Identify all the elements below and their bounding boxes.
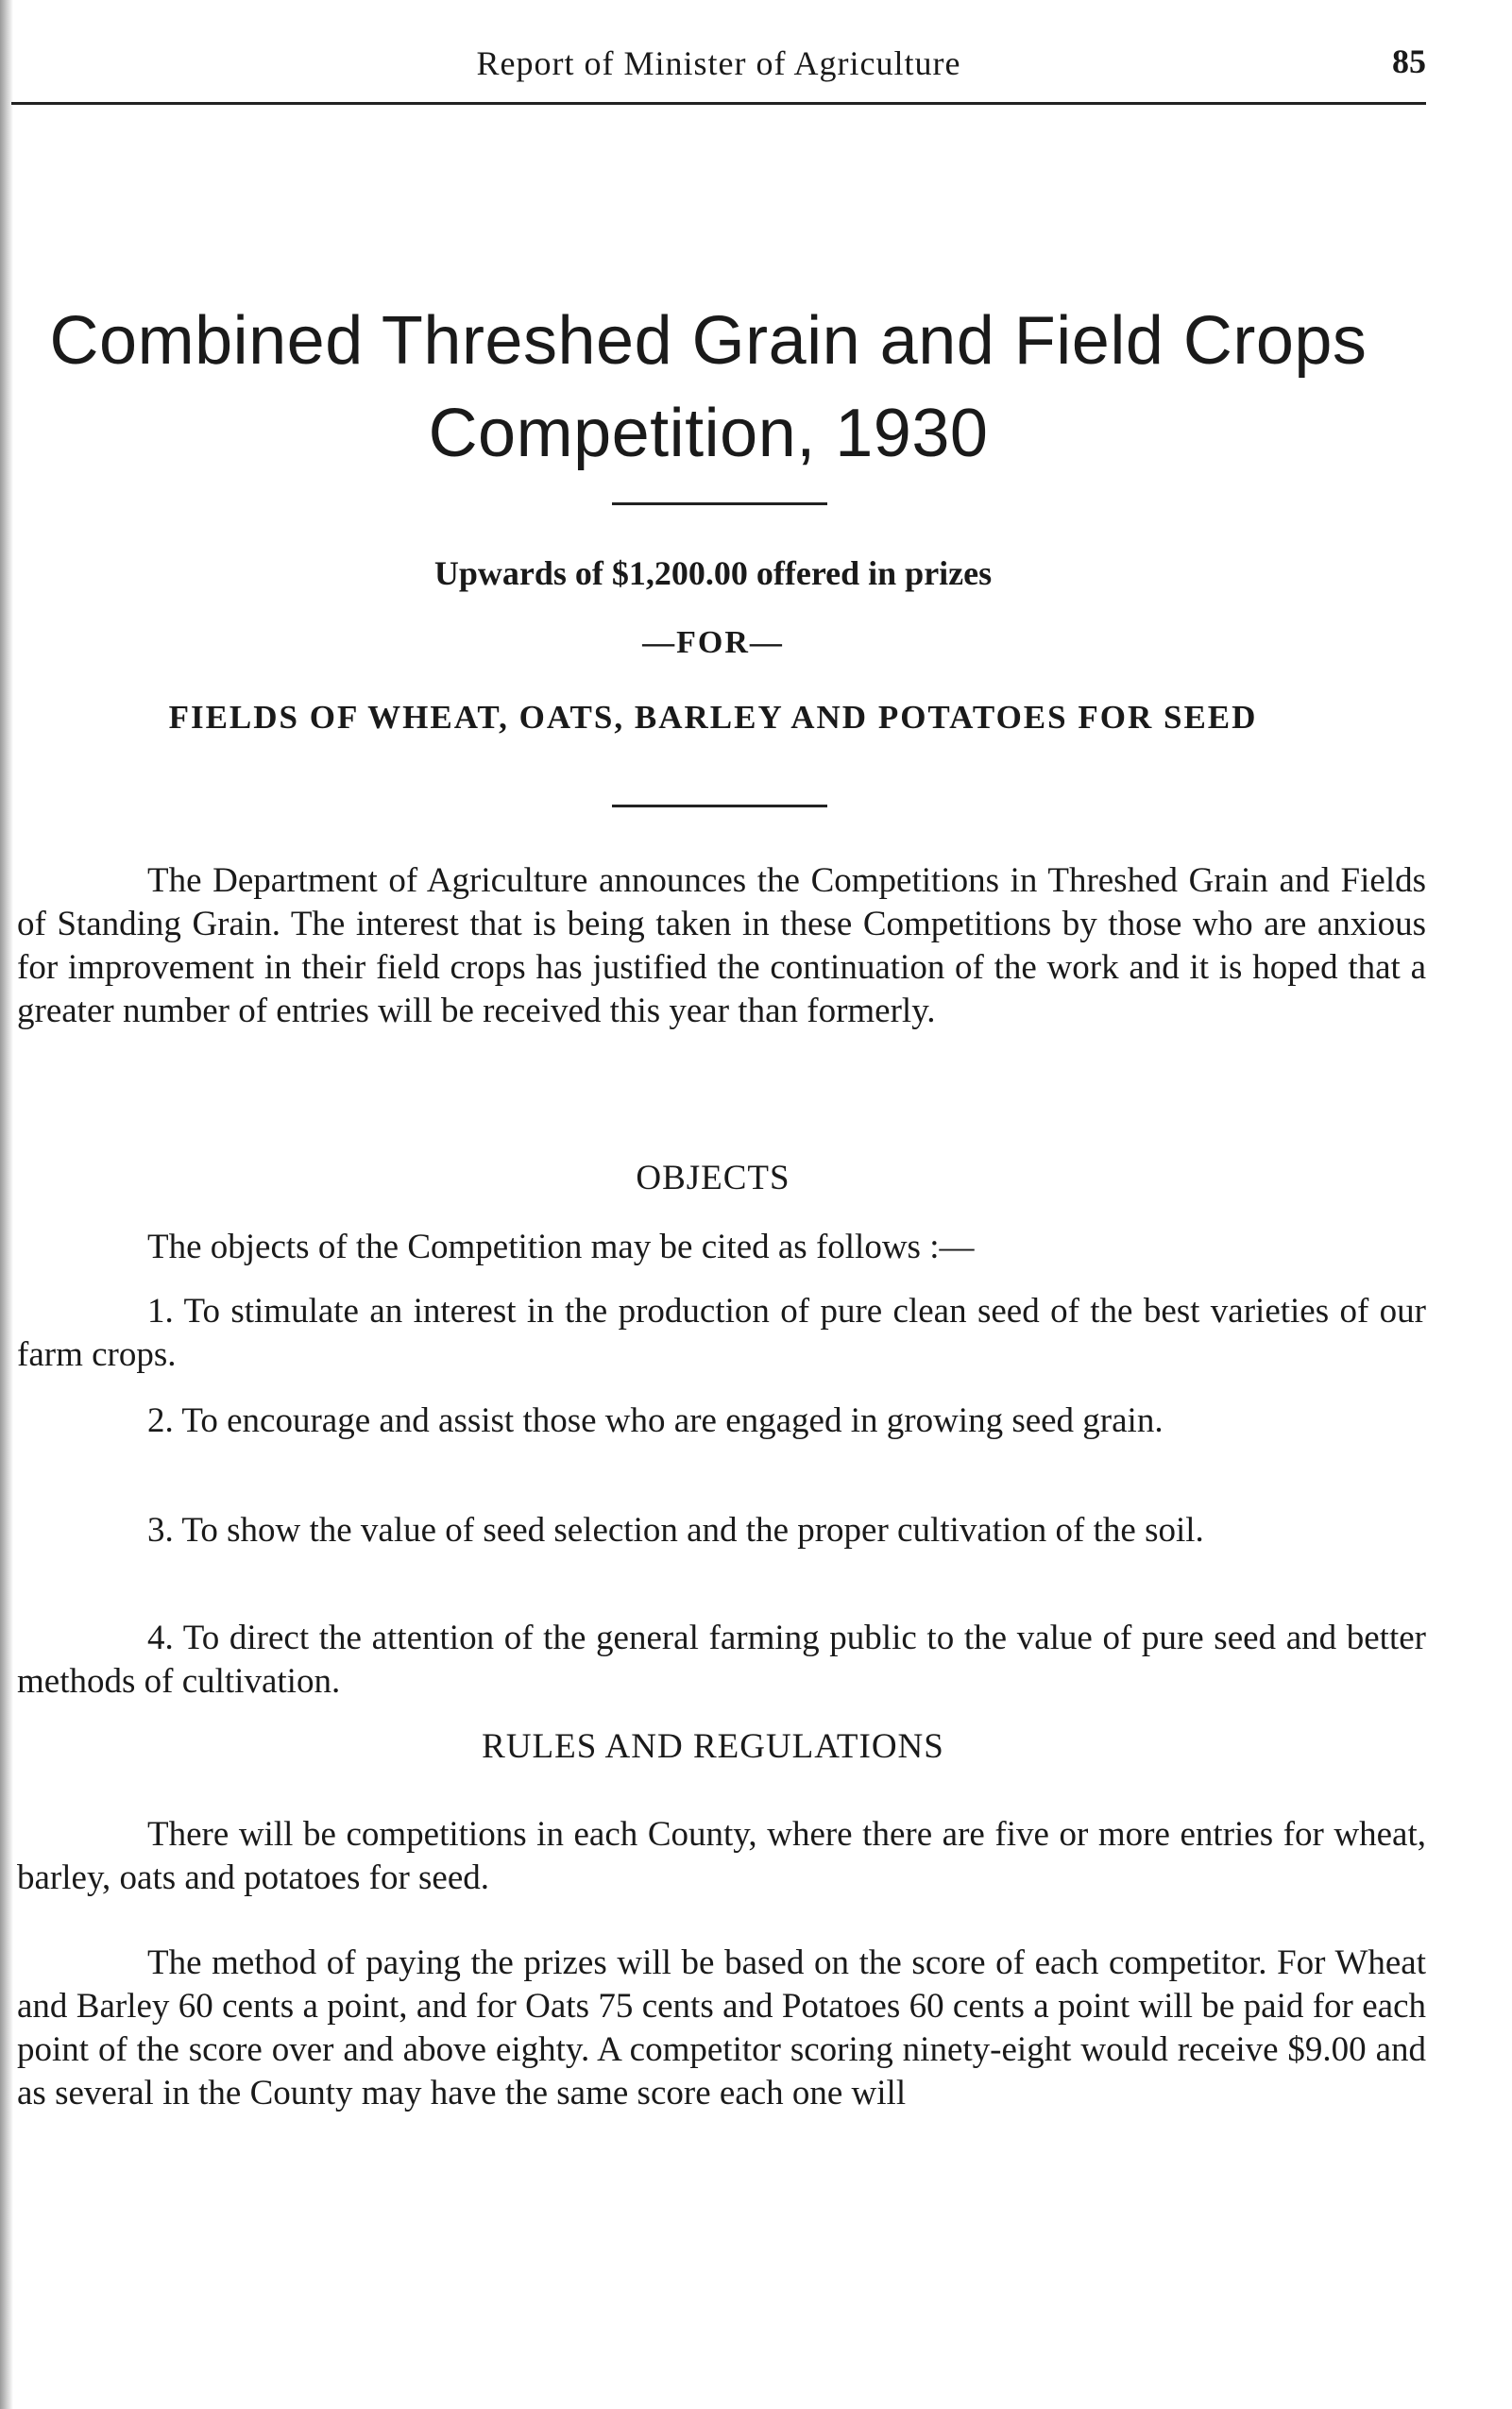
for-subtitle: —FOR— [642,625,784,660]
rules-heading: RULES AND REGULATIONS [482,1727,944,1766]
intro-paragraph: The Department of Agriculture announces the Competitions in Threshed Grain and Fields of Standing Grain. The interest that is being taken in these Competitions by those who are anxious for improvement in their field crops has justified the continuation of the work and it is hoped that a greater number of entries will be received this year than formerly. [17,861,1426,1030]
prizes-subtitle: Upwards of $1,200.00 offered in prizes [433,554,993,592]
objects-item-4: 4. To direct the attention of the general farming public to the value of pure seed and better methods of cultivation. [17,1619,1426,1701]
objects-item-3: 3. To show the value of seed selection and the proper cultivation of the soil. [147,1511,1204,1550]
running-header [11,38,1426,105]
title-line-2: Competition, 1930 [428,396,989,471]
running-title: Report of Minister of Agriculture [476,44,961,82]
divider-rule-top [612,502,827,505]
page-binding-edge [0,0,13,2409]
divider-rule-bottom [612,805,827,807]
fields-subtitle: FIELDS OF WHEAT, OATS, BARLEY AND POTATOES FOR SEED [168,699,1258,736]
objects-heading: OBJECTS [636,1159,790,1197]
objects-item-1: 1. To stimulate an interest in the production of pure clean seed of the best varieties of our farm crops. [17,1292,1426,1374]
objects-lead: The objects of the Competition may be cited as follows :— [147,1228,975,1266]
page-title [19,295,1398,480]
page-number: 85 [1392,42,1426,80]
rules-paragraph-2: The method of paying the prizes will be based on the score of each competitor. For Wheat and Barley 60 cents a point, and for Oats 75 cents and Potatoes 60 cents a point will be paid for each point of the score over and above eighty. A competitor scoring ninety-eight would receive $9.00 and as several in the County may have the same score each one will [17,1943,1426,2112]
rules-paragraph-1: There will be competitions in each County, where there are five or more entries for wheat, barley, oats and potatoes for seed. [17,1815,1426,1897]
objects-item-2: 2. To encourage and assist those who are engaged in growing seed grain. [147,1401,1164,1440]
title-line-1: Combined Threshed Grain and Field Crops [49,303,1368,379]
